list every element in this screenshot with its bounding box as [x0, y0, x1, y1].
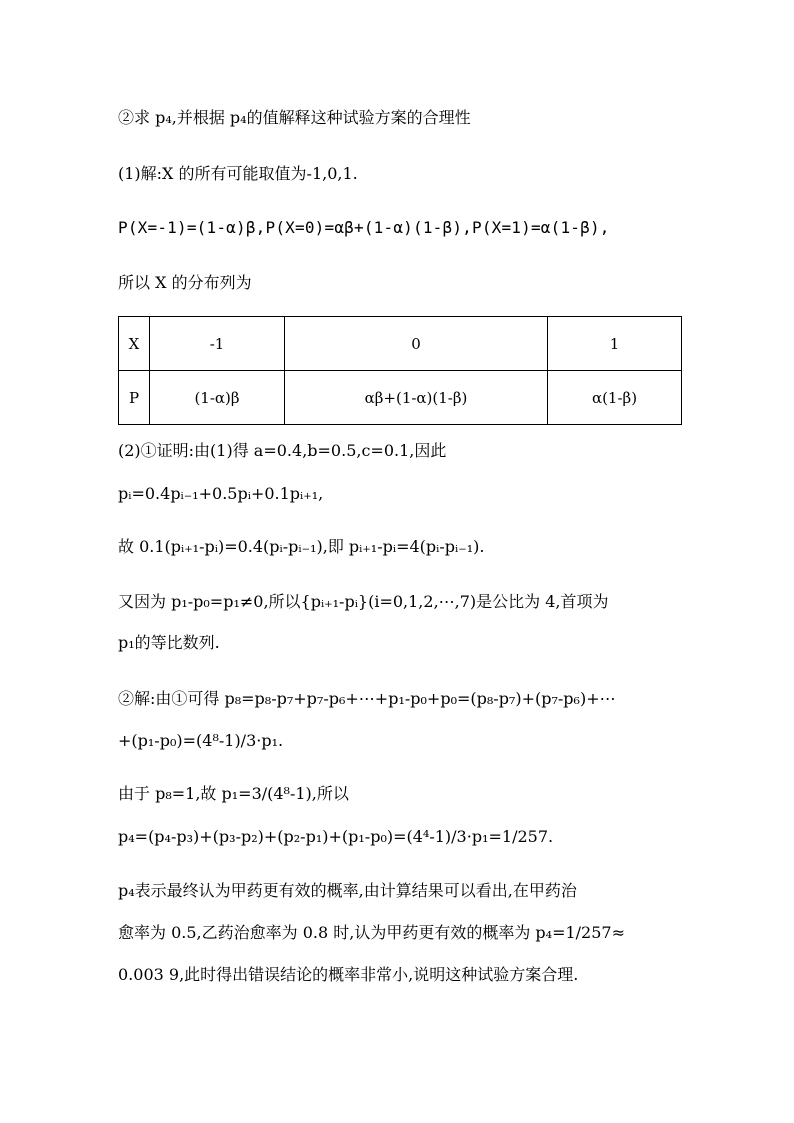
- table-cell: 1: [548, 317, 682, 371]
- text-line-2: (1)解:X 的所有可能取值为-1,0,1.: [118, 164, 358, 183]
- text-line-11: +(p₁-p₀)=(4⁸-1)/3·p₁.: [118, 731, 284, 750]
- table-row: [119, 371, 682, 425]
- text-line-12: 由于 p₈=1,故 p₁=3/(4⁸-1),所以: [118, 784, 349, 803]
- text-line-15: 愈率为 0.5,乙药治愈率为 0.8 时,认为甲药更有效的概率为 p₄=1/257≈: [118, 923, 625, 942]
- text-line-13: p₄=(p₄-p₃)+(p₃-p₂)+(p₂-p₁)+(p₁-p₀)=(4⁴-1)/3·p₁=1/257.: [118, 827, 554, 846]
- table-row: [119, 317, 682, 371]
- text-line-5: (2)①证明:由(1)得 a=0.4,b=0.5,c=0.1,因此: [118, 441, 447, 460]
- text-line-14: p₄表示最终认为甲药更有效的概率,由计算结果可以看出,在甲药治: [118, 881, 577, 900]
- table-cell: P: [119, 371, 150, 425]
- table-cell: (1-α)β: [150, 371, 285, 425]
- text-line-1: ②求 p₄,并根据 p₄的值解释这种试验方案的合理性: [118, 108, 471, 127]
- text-line-8: 又因为 p₁-p₀=p₁≠0,所以{pᵢ₊₁-pᵢ}(i=0,1,2,⋯,7)是公比为 4,首项为: [118, 592, 609, 611]
- text-line-6: pᵢ=0.4pᵢ₋₁+0.5pᵢ+0.1pᵢ₊₁,: [118, 484, 324, 503]
- table-cell: -1: [150, 317, 285, 371]
- text-line-9: p₁的等比数列.: [118, 633, 220, 652]
- table-cell: X: [119, 317, 150, 371]
- distribution-table: [118, 316, 682, 425]
- table-cell: α(1-β): [548, 371, 682, 425]
- text-line-16: 0.003 9,此时得出错误结论的概率非常小,说明这种试验方案合理.: [118, 965, 579, 984]
- table-cell: αβ+(1-α)(1-β): [285, 371, 548, 425]
- text-line-4: 所以 X 的分布列为: [118, 273, 252, 292]
- text-line-3: P(X=-1)=(1-α)β,P(X=0)=αβ+(1-α)(1-β),P(X=1)=α(1-β),: [118, 218, 610, 237]
- text-line-7: 故 0.1(pᵢ₊₁-pᵢ)=0.4(pᵢ-pᵢ₋₁),即 pᵢ₊₁-pᵢ=4(pᵢ-pᵢ₋₁).: [118, 537, 485, 556]
- text-line-10: ②解:由①可得 p₈=p₈-p₇+p₇-p₆+⋯+p₁-p₀+p₀=(p₈-p₇)+(p₇-p₆)+⋯: [118, 689, 616, 708]
- table-cell: 0: [285, 317, 548, 371]
